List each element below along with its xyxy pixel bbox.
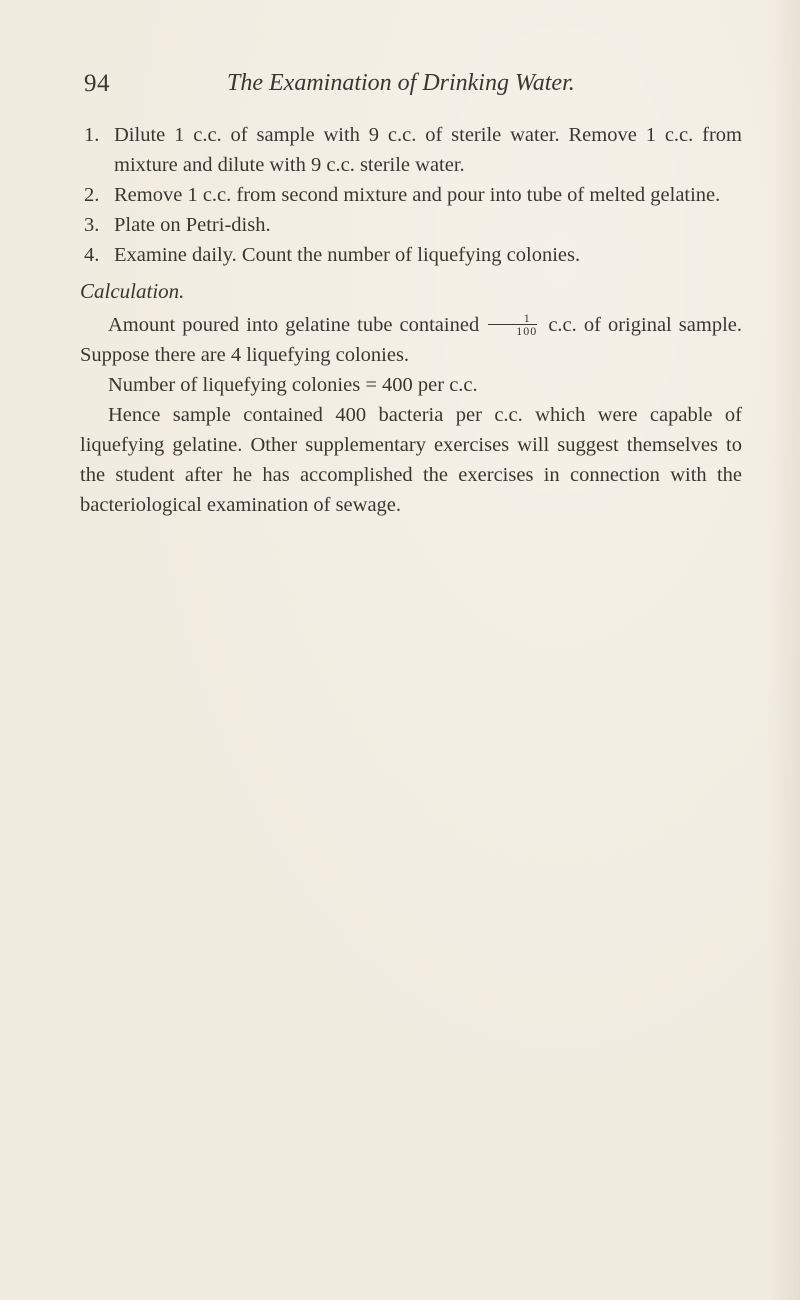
running-head bbox=[84, 70, 620, 100]
fraction-numerator: 1 bbox=[488, 312, 537, 325]
step-number: 4. bbox=[84, 244, 100, 266]
calculation-paragraph-conclusion: Hence sample contained 400 bacteria per c.c. which were capable of liquefying gelatine. Other supplementary exercises will suggest themselves to the student after he has accomplished the exercises in connection with the bacteriological examination of sewage. bbox=[80, 404, 742, 516]
running-title: The Examination of Drinking Water. bbox=[227, 70, 575, 96]
step-item bbox=[80, 180, 742, 210]
amount-text-after: c.c. of original sample. Suppose there are 4 liquefying colonies. bbox=[80, 314, 742, 366]
step-item bbox=[80, 210, 742, 240]
step-text: Examine daily. Count the number of liquefying colonies. bbox=[114, 244, 581, 266]
calculation-paragraph-amount bbox=[80, 310, 742, 370]
procedure-steps bbox=[80, 120, 742, 270]
calculation-heading: Calculation. bbox=[80, 279, 185, 303]
body-text bbox=[80, 120, 742, 520]
step-number: 2. bbox=[84, 184, 100, 206]
step-text: Plate on Petri-dish. bbox=[114, 214, 271, 236]
fraction-one-hundredth bbox=[488, 312, 537, 337]
step-number: 3. bbox=[84, 214, 100, 236]
page-number: 94 bbox=[84, 70, 110, 97]
step-text: Dilute 1 c.c. of sample with 9 c.c. of sterile water. Remove 1 c.c. from mixture and dilute with 9 c.c. sterile water. bbox=[114, 124, 742, 176]
step-number: 1. bbox=[84, 124, 100, 146]
fraction-denominator: 100 bbox=[516, 324, 538, 338]
amount-text-before: Amount poured into gelatine tube contained bbox=[108, 314, 480, 336]
step-item bbox=[80, 120, 742, 180]
calculation-paragraph-colonies: Number of liquefying colonies = 400 per c.c. bbox=[108, 374, 478, 396]
step-text: Remove 1 c.c. from second mixture and pour into tube of melted gelatine. bbox=[114, 184, 721, 206]
step-item bbox=[80, 240, 742, 270]
